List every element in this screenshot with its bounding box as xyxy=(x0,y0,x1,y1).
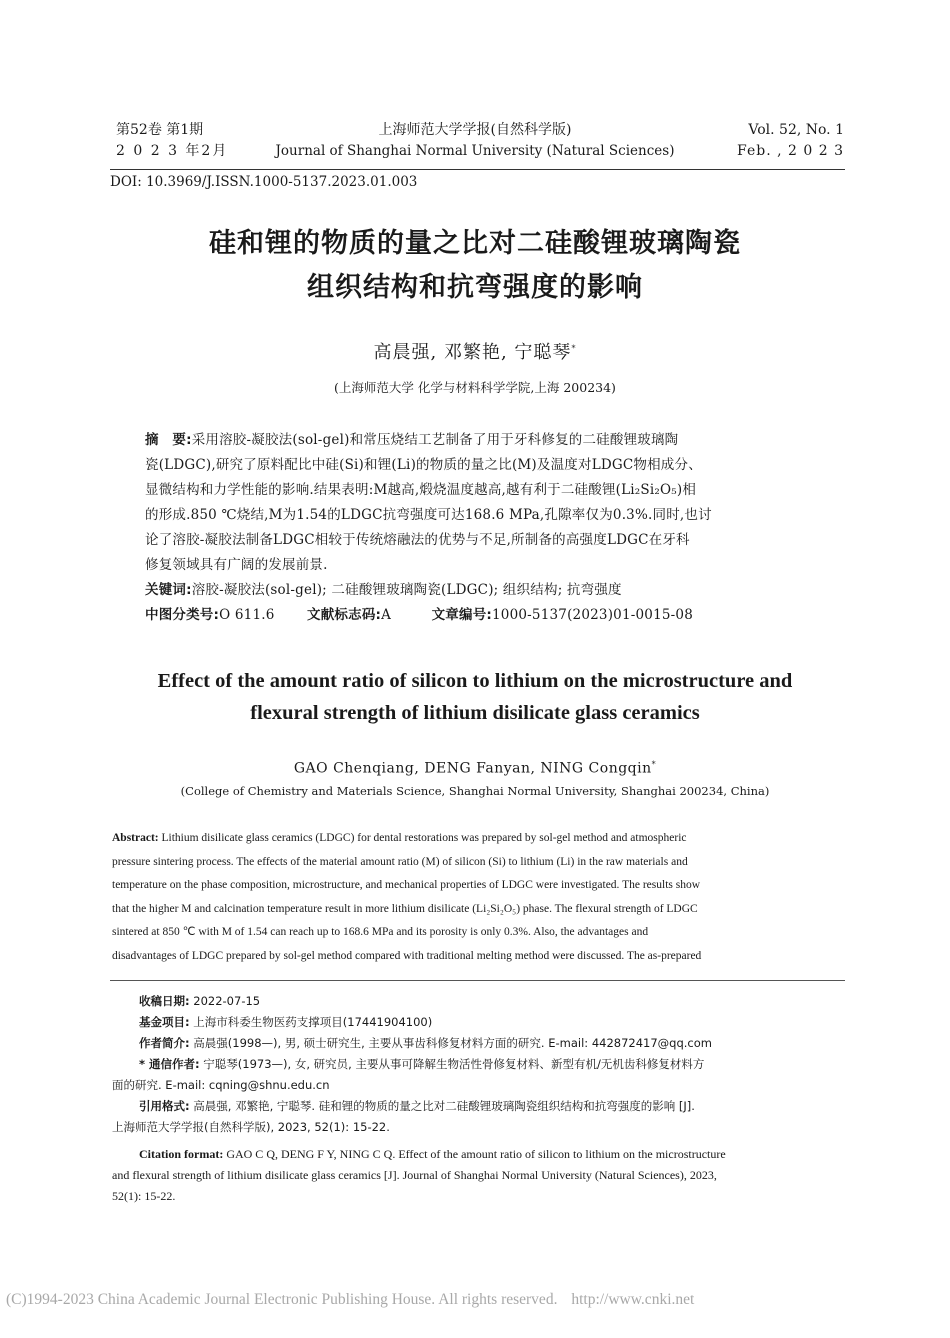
fund-label: 基金项目: xyxy=(139,1015,190,1029)
abstract-cn-label: 摘 要: xyxy=(145,432,192,448)
citation-en: GAO C Q, DENG F Y, NING C Q. Effect of the amount ratio of silicon to lithium on the microstructure xyxy=(226,1147,726,1161)
volume-line-en: Vol. 52, No. 1 xyxy=(748,122,844,138)
cite-cn-cont: 上海师范大学学报(自然科学版), 2023, 52(1): 15-22. xyxy=(112,1120,390,1134)
article-no-value: 1000-5137(2023)01-0015-08 xyxy=(492,607,694,623)
title-en xyxy=(0,665,950,729)
title-cn xyxy=(0,222,950,310)
doc-code-value: A xyxy=(381,607,392,623)
abstract-cn-line: 论了溶胶-凝胶法制备LDGC相较于传统熔融法的优势与不足,所制备的高强度LDGC在牙科 xyxy=(145,532,690,548)
copyright-footer xyxy=(6,1291,694,1309)
affiliation-cn: (上海师范大学 化学与材料科学学院,上海 200234) xyxy=(334,380,616,395)
abstract-cn-line: 的形成.850 ℃烧结,M为1.54的LDGC抗弯强度可达168.6 MPa,孔隙率仅为0.3%.同时,也讨 xyxy=(145,507,712,523)
doi[interactable]: DOI: 10.3969/J.ISSN.1000-5137.2023.01.003 xyxy=(110,174,418,190)
abstract-cn-line: 修复领域具有广阔的发展前景. xyxy=(145,557,328,573)
cite-cn: 高晨强, 邓繁艳, 宁聪琴. 硅和锂的物质的量之比对二硅酸锂玻璃陶瓷组织结构和抗弯强度的影响 [J]. xyxy=(193,1099,695,1113)
date-line-en: Feb. , 2 0 2 3 xyxy=(737,143,844,159)
abstract-en xyxy=(112,827,844,968)
affiliation-en: (College of Chemistry and Materials Science, Shanghai Normal University, Shanghai 200234, China) xyxy=(180,784,770,798)
abstract-en-line: that the higher M and calcination temperature result in more lithium disilicate (Li₂Si₂O₅) phase. The flexural strength of LDGC xyxy=(112,902,698,915)
authors-cn-text: 高晨强, 邓繁艳, 宁聪琴 xyxy=(373,342,572,363)
authors-en xyxy=(0,760,950,777)
abstract-en-line: pressure sintering process. The effects of the material amount ratio (M) of silicon (Si) to lithium (Li) in the raw materials and xyxy=(112,855,688,868)
citation-en-label: Citation format: xyxy=(139,1147,224,1161)
abstract-en-line: disadvantages of LDGC prepared by sol-gel method compared with traditional melting method were discussed. The as-prepared xyxy=(112,949,702,962)
title-en-line2: flexural strength of lithium disilicate glass ceramics xyxy=(250,702,700,724)
author-bio-label: 作者简介: xyxy=(139,1036,190,1050)
article-no-label: 文章编号: xyxy=(431,607,492,623)
title-en-line1: Effect of the amount ratio of silicon to lithium on the microstructure and xyxy=(157,670,793,692)
keywords-cn-label: 关键词: xyxy=(145,582,192,598)
journal-name-en: Journal of Shanghai Normal University (Natural Sciences) xyxy=(275,143,675,159)
corresponding-info-cont: 面的研究. E-mail: cqning@shnu.edu.cn xyxy=(112,1078,330,1092)
doc-code-label: 文献标志码: xyxy=(307,607,382,623)
abstract-en-line: Lithium disilicate glass ceramics (LDGC) for dental restorations was prepared by sol-gel method and atmospheric xyxy=(161,832,687,844)
authors-en-text: GAO Chenqiang, DENG Fanyan, NING Congqin xyxy=(293,760,652,777)
corresponding-mark: * xyxy=(571,344,577,353)
volume-line: 第52卷 第1期 xyxy=(116,122,204,138)
received-date: 2022-07-15 xyxy=(193,994,261,1008)
abstract-cn-line: 采用溶胶-凝胶法(sol-gel)和常压烧结工艺制备了用于牙科修复的二硅酸锂玻璃陶 xyxy=(191,432,679,448)
date-line: 2 0 2 3 年2月 xyxy=(116,143,229,159)
abstract-cn-line: 显微结构和力学性能的影响.结果表明:M越高,煅烧温度越高,越有利于二硅酸锂(Li₂Si₂O₅)相 xyxy=(145,482,697,498)
citation-en-cont: 52(1): 15-22. xyxy=(112,1189,176,1203)
corresponding-info: 宁聪琴(1973—), 女, 研究员, 主要从事可降解生物活性骨修复材料、新型有机/无机齿科修复材料方 xyxy=(203,1057,705,1071)
corresponding-mark-en: * xyxy=(651,760,657,769)
volume-issue-en xyxy=(737,120,844,162)
classification-row xyxy=(145,603,825,628)
cnki-link[interactable]: http://www.cnki.net xyxy=(571,1291,695,1308)
footnotes xyxy=(112,991,847,1207)
keywords-cn: 溶胶-凝胶法(sol-gel); 二硅酸锂玻璃陶瓷(LDGC); 组织结构; 抗弯强度 xyxy=(191,582,622,598)
corresponding-label: * 通信作者: xyxy=(139,1057,200,1071)
clc-label: 中图分类号: xyxy=(145,607,220,623)
title-cn-line1: 硅和锂的物质的量之比对二硅酸锂玻璃陶瓷 xyxy=(209,228,741,259)
abstract-cn xyxy=(145,428,825,628)
abstract-en-line: sintered at 850 ℃ with M of 1.54 can reach up to 168.6 MPa and its porosity is only 0.3%. Also, the advantages and xyxy=(112,926,649,938)
header-rule xyxy=(110,169,845,170)
volume-issue xyxy=(116,120,228,162)
footnote-rule xyxy=(110,980,845,981)
citation-en-cont: and flexural strength of lithium disilicate glass ceramics [J]. Journal of Shanghai Normal University (Natural Sciences), 2023, xyxy=(112,1168,717,1182)
abstract-cn-line: 瓷(LDGC),研究了原料配比中硅(Si)和锂(Li)的物质的量之比(M)及温度对LDGC物相成分、 xyxy=(145,457,702,473)
clc-value: O 611.6 xyxy=(219,607,275,623)
abstract-en-line: temperature on the phase composition, microstructure, and mechanical properties of LDGC were investigated. The results show xyxy=(112,879,701,891)
fund-value: 上海市科委生物医药支撑项目(17441904100) xyxy=(193,1015,433,1029)
received-label: 收稿日期: xyxy=(139,994,190,1008)
title-cn-line2: 组织结构和抗弯强度的影响 xyxy=(307,272,643,303)
cite-label: 引用格式: xyxy=(139,1099,190,1113)
copyright-text: (C)1994-2023 China Academic Journal Electronic Publishing House. All rights reserved. xyxy=(6,1291,558,1308)
journal-name-cn: 上海师范大学学报(自然科学版) xyxy=(378,122,572,138)
abstract-en-label: Abstract: xyxy=(112,832,159,844)
journal-name xyxy=(250,120,700,162)
author-bio: 高晨强(1998—), 男, 硕士研究生, 主要从事齿科修复材料方面的研究. E-mail: 442872417@qq.com xyxy=(193,1036,712,1050)
authors-cn xyxy=(0,338,950,364)
